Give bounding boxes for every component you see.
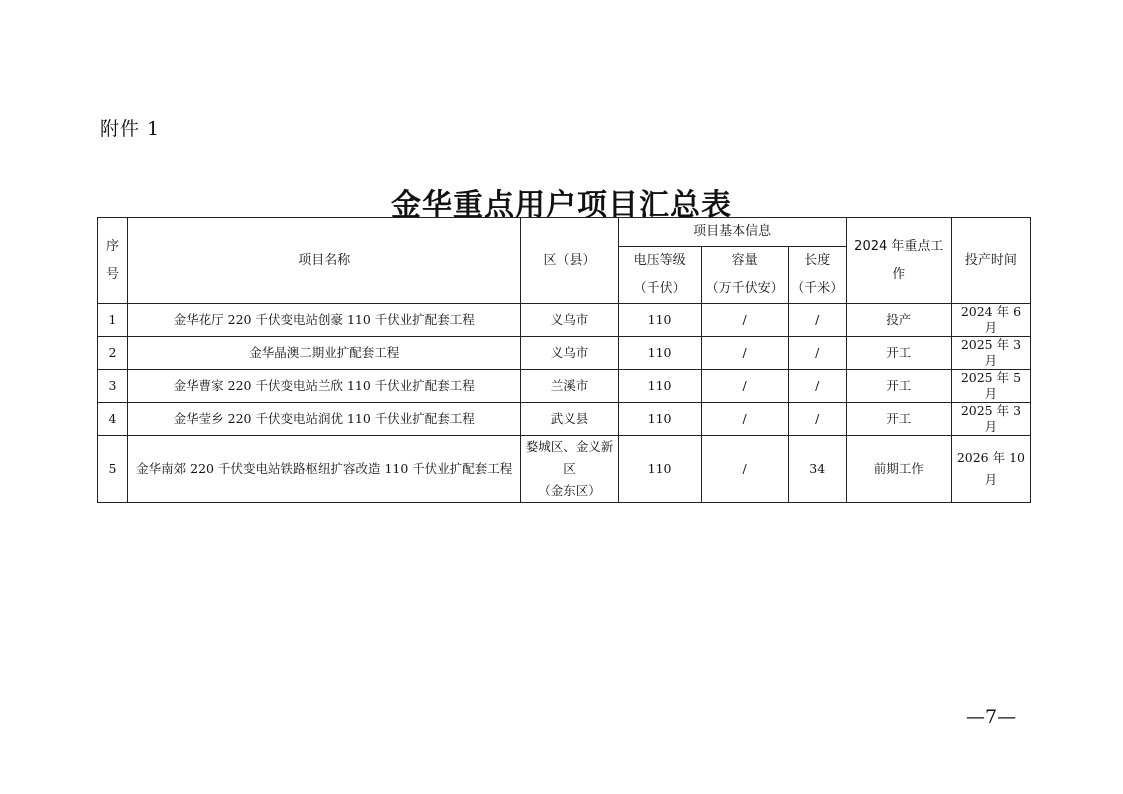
cell-project-name: 金华晶澳二期业扩配套工程 [128,337,521,370]
cell-time: 2025 年 3 月 [951,403,1030,436]
cell-voltage: 110 [618,337,701,370]
table-row [98,403,1031,436]
attachment-label: 附件 1 [100,118,161,140]
header-operation-time: 投产时间 [951,218,1030,304]
cell-capacity: / [701,370,788,403]
table-row [98,304,1031,337]
header-voltage-label: 电压等级 [633,253,686,268]
header-project-name: 项目名称 [128,218,521,304]
cell-voltage: 110 [618,370,701,403]
header-length-unit: （千米） [791,281,844,296]
header-row-1 [98,218,1031,247]
cell-district: 武义县 [521,403,618,436]
cell-work: 前期工作 [846,436,951,503]
header-seq: 序号 [98,218,128,304]
cell-voltage: 110 [618,403,701,436]
table-row [98,370,1031,403]
cell-project-name: 金华莹乡 220 千伏变电站润优 110 千伏业扩配套工程 [128,403,521,436]
cell-capacity: / [701,403,788,436]
header-capacity-label: 容量 [731,253,758,268]
header-capacity-unit: （万千伏安） [705,281,784,296]
cell-seq: 3 [98,370,128,403]
cell-district: 义乌市 [521,304,618,337]
page-title: 金华重点用户项目汇总表 [391,188,732,223]
header-work-2024: 2024 年重点工作 [846,218,951,304]
cell-capacity: / [701,304,788,337]
header-district: 区（县） [521,218,618,304]
cell-work: 开工 [846,403,951,436]
cell-length: / [788,370,846,403]
cell-work: 投产 [846,304,951,337]
cell-time: 2025 年 5 月 [951,370,1030,403]
cell-length: / [788,304,846,337]
cell-work: 开工 [846,337,951,370]
header-capacity [701,247,788,304]
header-length [788,247,846,304]
cell-seq: 2 [98,337,128,370]
cell-seq: 1 [98,304,128,337]
cell-district-line1: 婺城区、金义新区 [525,439,614,476]
page-number: —7— [966,706,1017,728]
cell-seq: 4 [98,403,128,436]
header-voltage-unit: （千伏） [633,281,686,296]
cell-project-name: 金华南郊 220 千伏变电站铁路枢纽扩容改造 110 千伏业扩配套工程 [128,436,521,503]
cell-district: 兰溪市 [521,370,618,403]
cell-project-name: 金华曹家 220 千伏变电站兰欣 110 千伏业扩配套工程 [128,370,521,403]
cell-voltage: 110 [618,304,701,337]
cell-time: 2025 年 3 月 [951,337,1030,370]
cell-capacity: / [701,337,788,370]
cell-voltage: 110 [618,436,701,503]
project-summary-table [97,217,1031,503]
table-row [98,436,1031,503]
cell-length: / [788,403,846,436]
cell-work: 开工 [846,370,951,403]
header-basic-info: 项目基本信息 [618,218,846,247]
cell-time: 2026 年 10 月 [951,436,1030,503]
cell-seq: 5 [98,436,128,503]
cell-length: 34 [788,436,846,503]
cell-time: 2024 年 6 月 [951,304,1030,337]
header-voltage [618,247,701,304]
cell-capacity: / [701,436,788,503]
cell-length: / [788,337,846,370]
table-row [98,337,1031,370]
header-length-label: 长度 [804,253,831,268]
cell-district [521,436,618,503]
cell-district-line2: （金东区） [538,483,601,498]
cell-project-name: 金华花厅 220 千伏变电站创豪 110 千伏业扩配套工程 [128,304,521,337]
cell-district: 义乌市 [521,337,618,370]
